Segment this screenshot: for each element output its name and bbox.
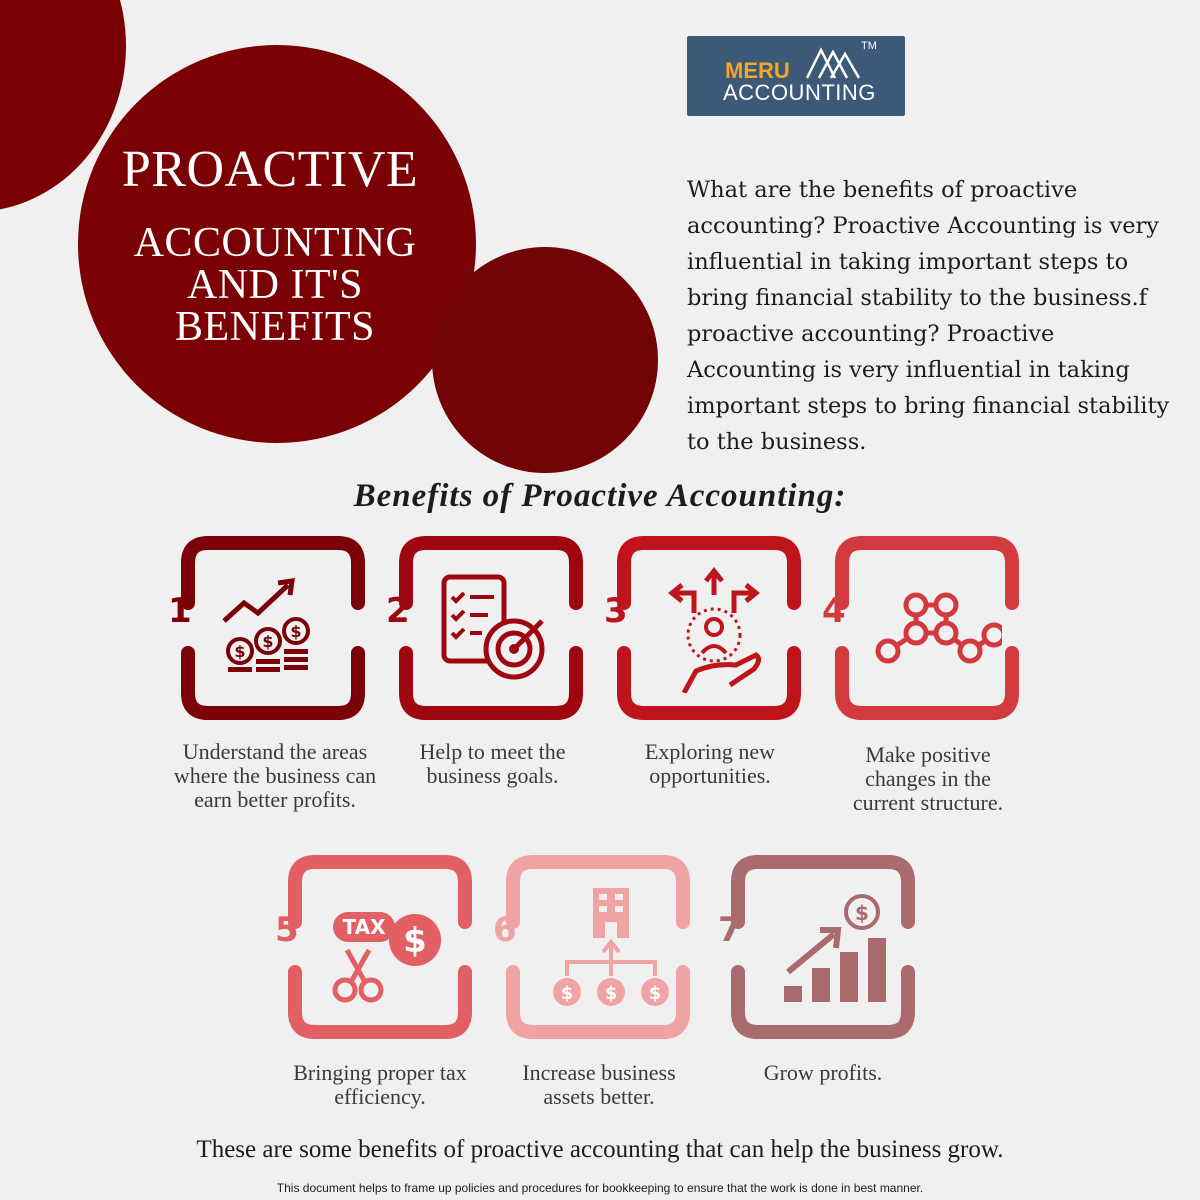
- benefit-number: 3: [604, 591, 628, 631]
- svg-text:$: $: [648, 983, 662, 1004]
- mountains-icon: [805, 42, 861, 82]
- logo-trademark: TM: [861, 40, 877, 52]
- benefit-caption-7: Grow profits.: [763, 1060, 883, 1085]
- benefit-card-1: [168, 533, 368, 723]
- benefit-caption-4: Make positive changes in the current structure.: [852, 742, 1004, 815]
- logo-brand: MERU: [725, 58, 790, 83]
- svg-text:$: $: [234, 642, 246, 661]
- benefit-number: 6: [493, 910, 517, 950]
- benefit-number: 5: [275, 910, 299, 950]
- benefit-card-5: [275, 852, 475, 1042]
- svg-text:$: $: [290, 622, 302, 641]
- benefit-number: 4: [822, 591, 846, 631]
- benefit-card-6: [493, 852, 693, 1042]
- svg-text:$: $: [855, 901, 869, 925]
- svg-text:$: $: [262, 632, 274, 651]
- footnote: This document helps to frame up policies and procedures for bookkeeping to ensure that the work is done in best manner.: [276, 1181, 924, 1195]
- benefit-card-2: [386, 533, 586, 723]
- growth-coins-icon: [208, 563, 348, 693]
- benefit-caption-2: Help to meet the business goals.: [419, 739, 566, 788]
- benefit-card-3: [604, 533, 804, 723]
- intro-paragraph: What are the benefits of proactive accounting? Proactive Accounting is very influential in taking important steps to bring financial stability to the business.f proactive accounting? Proactive Accounting is very influential in taking important steps to bring financial stability to the business.: [687, 177, 1170, 455]
- benefit-caption-5: Bringing proper tax efficiency.: [293, 1060, 467, 1109]
- benefit-card-7: [718, 852, 918, 1042]
- hero-title: PROACTIVE: [121, 141, 419, 198]
- hand-opportunities-icon: [644, 563, 784, 693]
- benefit-number: 1: [168, 591, 192, 631]
- svg-text:$: $: [403, 921, 427, 961]
- checklist-target-icon: [426, 563, 566, 693]
- benefit-caption-6: Increase business assets better.: [522, 1060, 676, 1109]
- svg-text:$: $: [604, 983, 618, 1004]
- benefit-caption-1: Understand the areas where the business can earn better profits.: [173, 739, 377, 812]
- tax-cut-icon: [315, 882, 455, 1012]
- benefit-caption-3: Exploring new opportunities.: [644, 739, 776, 788]
- network-nodes-icon: [862, 563, 1002, 693]
- meru-accounting-logo: [687, 36, 905, 116]
- benefits-heading: Benefits of Proactive Accounting:: [353, 478, 847, 514]
- benefit-number: 2: [386, 591, 410, 631]
- grow-profits-icon: [758, 882, 898, 1012]
- decorative-circle-small: [432, 247, 658, 473]
- hero-subtitle: ACCOUNTING AND IT'S BENEFITS: [133, 220, 417, 350]
- logo-name: ACCOUNTING: [723, 80, 876, 105]
- closing-sentence: These are some benefits of proactive accounting that can help the business grow.: [196, 1136, 1004, 1163]
- svg-text:$: $: [560, 983, 574, 1004]
- benefit-number: 7: [718, 910, 742, 950]
- svg-text:TAX: TAX: [342, 915, 386, 939]
- building-assets-icon: [533, 882, 673, 1012]
- benefit-card-4: [822, 533, 1022, 723]
